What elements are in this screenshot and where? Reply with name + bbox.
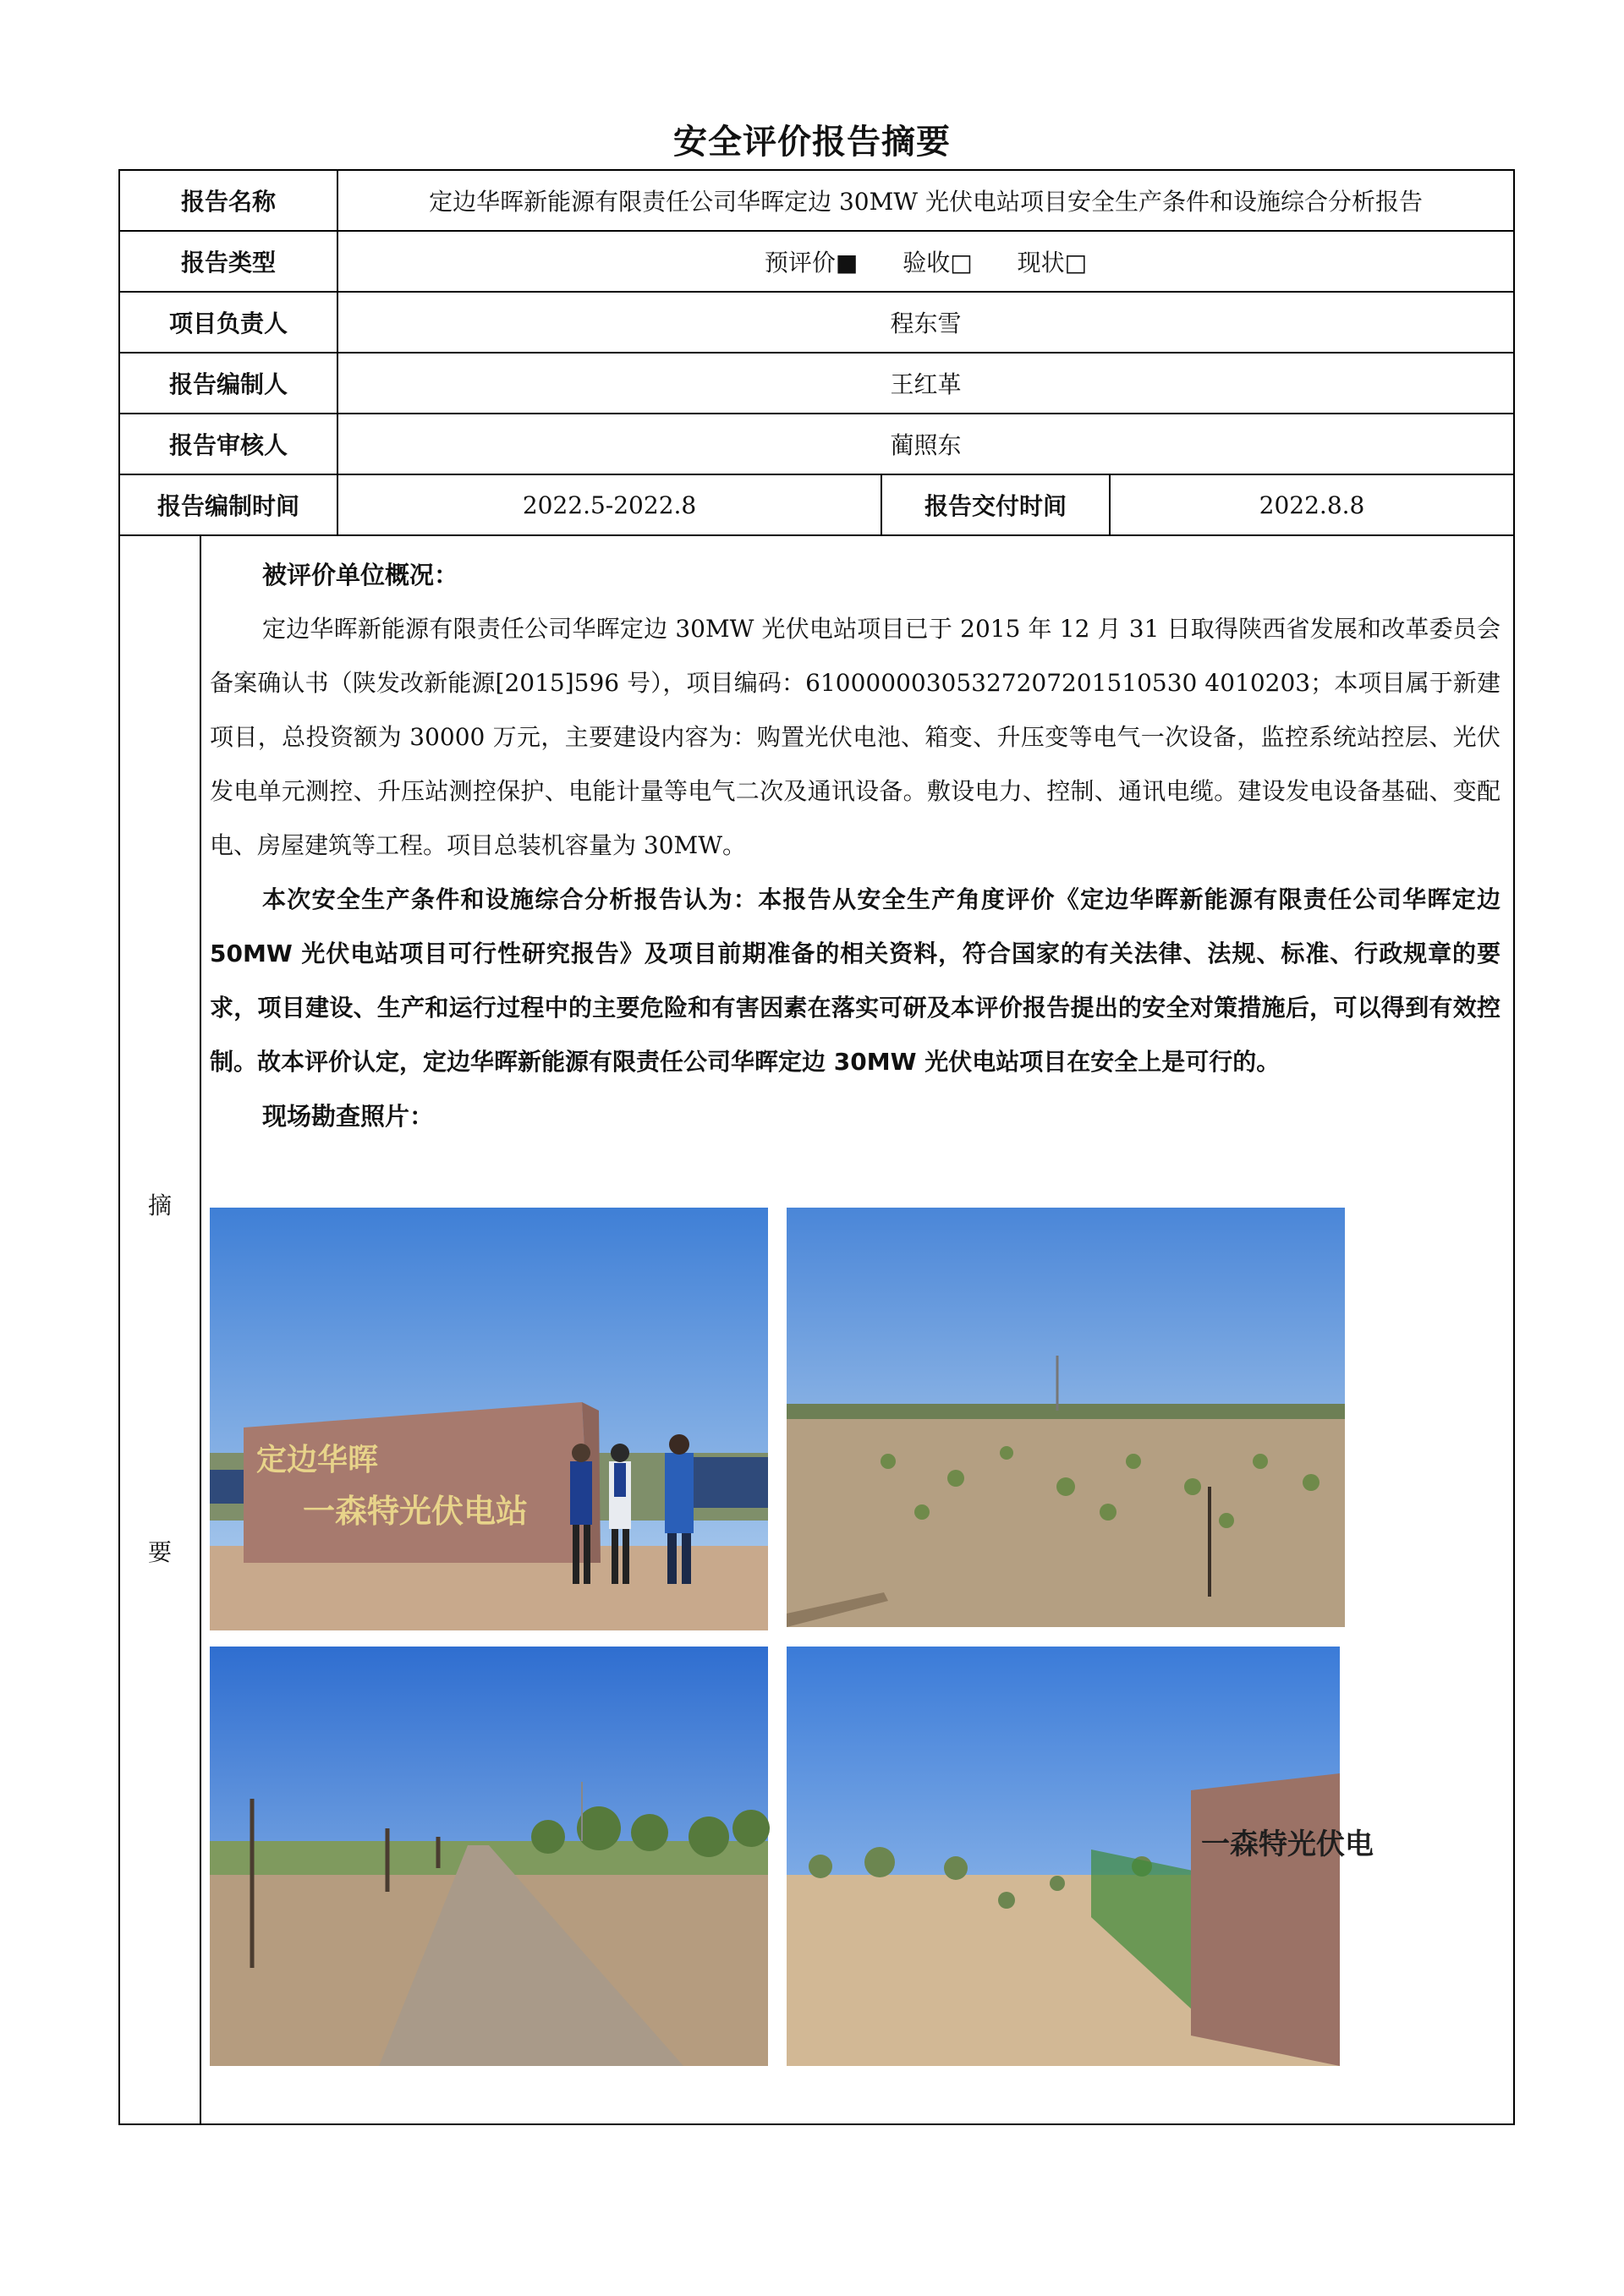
report-type-label: 报告类型 (119, 231, 337, 292)
overview-paragraph: 定边华晖新能源有限责任公司华晖定边 30MW 光伏电站项目已于 2015 年 12 月 31 日取得陕西省发展和改革委员会备案确认书（陕发改新能源[2015]596 号），项目编码：61000000305327207201510530 4010203；本项目属于新建项目，总投资额为 30000 万元，主要建设内容为：购置光伏电池、箱变、升压变等电气一次设备，监控系统站控层、光伏发电单元测控、升压站测控保护、电能计量等电气二次及通讯设备。敷设电力、控制、通讯电缆。建设发电设备基础、变配电、房屋建筑等工程。项目总装机容量为 30MW。 (210, 615, 1501, 859)
page-title: 安全评价报告摘要 (673, 123, 951, 162)
side-char-zhai: 摘 (147, 1192, 172, 1219)
sign-text-line-2: 一森特光伏电站 (303, 1493, 529, 1530)
report-name-label: 报告名称 (119, 170, 337, 231)
delivery-label: 报告交付时间 (881, 474, 1110, 535)
sign-text-line-1: 定边华晖 (256, 1443, 379, 1477)
report-name-value: 定边华晖新能源有限责任公司华晖定边 30MW 光伏电站项目安全生产条件和设施综合分析报告 (337, 170, 1514, 231)
photo-field-image (787, 1208, 1345, 1627)
period-value: 2022.5-2022.8 (337, 474, 881, 535)
photo-sign-with-people-image (210, 1208, 768, 1630)
period-label: 报告编制时间 (119, 474, 337, 535)
photo-sign-closeup-image (787, 1647, 1374, 2066)
leader-label: 项目负责人 (119, 292, 337, 353)
photos-heading: 现场勘查照片： (262, 1102, 435, 1131)
row-summary (119, 535, 1514, 2124)
conclusion-paragraph: 本次安全生产条件和设施综合分析报告认为：本报告从安全生产角度评价《定边华晖新能源有限责任公司华晖定边 50MW 光伏电站项目可行性研究报告》及项目前期准备的相关资料，符合国家的有关法律、法规、标准、行政规章的要求，项目建设、生产和运行过程中的主要危险和有害因素在落实可研及本评价报告提出的安全对策措施后，可以得到有效控制。故本评价认定，定边华晖新能源有限责任公司华晖定边 30MW 光伏电站项目在安全上是可行的。 (210, 885, 1501, 1076)
option-acceptance: 验收□ (903, 249, 973, 277)
row-report-type (119, 231, 1514, 292)
option-status: 现状□ (1017, 249, 1088, 277)
row-reviewer (119, 414, 1514, 474)
row-report-name (119, 170, 1514, 231)
overview-heading: 被评价单位概况： (262, 561, 459, 589)
site-photo-field (787, 1208, 1345, 1627)
row-period (119, 474, 1514, 535)
reviewer-value: 蔺照东 (337, 414, 1514, 474)
sign-closeup-text: 一森特光伏电 (1201, 1827, 1374, 1861)
side-char-yao: 要 (147, 1538, 172, 1566)
row-leader (119, 292, 1514, 353)
site-photo-sign-with-people (210, 1208, 768, 1630)
report-type-options (337, 231, 1514, 292)
row-editor (119, 353, 1514, 414)
summary-table (118, 169, 1515, 2125)
summary-side-label (119, 535, 200, 2124)
photo-road-image (210, 1647, 768, 2066)
leader-value: 程东雪 (337, 292, 1514, 353)
summary-content (210, 548, 1501, 1143)
summary-body (200, 535, 1514, 2124)
reviewer-label: 报告审核人 (119, 414, 337, 474)
editor-value: 王红革 (337, 353, 1514, 414)
site-photo-sign-closeup (787, 1647, 1374, 2066)
option-pre-evaluation: 预评价■ (764, 249, 859, 277)
editor-label: 报告编制人 (119, 353, 337, 414)
delivery-value: 2022.8.8 (1110, 474, 1514, 535)
site-photo-road (210, 1647, 768, 2066)
